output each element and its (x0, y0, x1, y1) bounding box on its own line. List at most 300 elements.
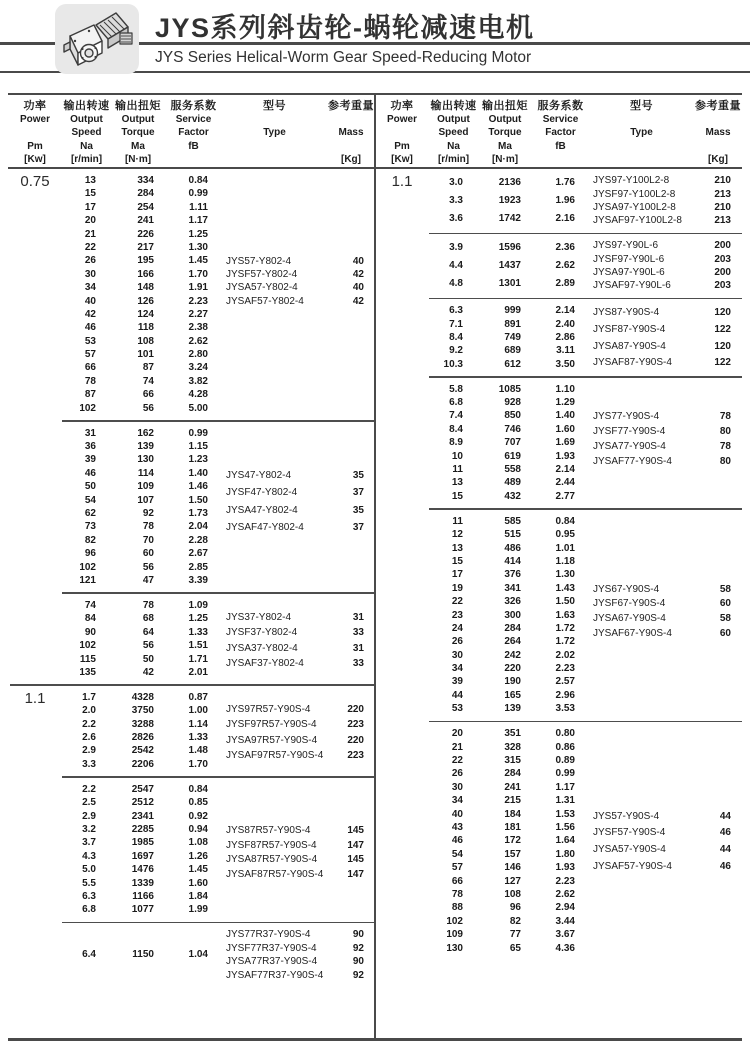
type-row (589, 279, 742, 292)
speed-cell: 26 (451, 636, 463, 648)
torque-cell: 4328 (131, 691, 154, 703)
column-header-line: Mass (705, 127, 731, 139)
speed-cell: 6.8 (449, 397, 463, 409)
type-row (589, 338, 742, 355)
torque-cell: 2206 (131, 758, 154, 770)
factor-cell: 1.33 (188, 732, 208, 744)
column-header-line: [Kg] (341, 153, 361, 165)
data-block (375, 299, 742, 376)
factor-cell: 3.67 (555, 929, 575, 941)
type-row (222, 838, 375, 853)
speed-cell: 15 (451, 555, 463, 567)
torque-cell: 326 (504, 596, 521, 608)
type-label: JYSAF77R37-Y90S-4 (226, 969, 324, 981)
mass-value: 120 (714, 307, 731, 319)
torque-cell: 486 (504, 542, 521, 554)
type-label: JYSAF97-Y90L-6 (593, 280, 671, 292)
mass-value: 33 (352, 627, 364, 639)
table-row (429, 515, 589, 528)
factor-cell: 1.00 (188, 705, 208, 717)
types-column (222, 928, 375, 982)
column-header-zh: 输出扭矩 (115, 100, 161, 112)
speed-cell: 31 (84, 427, 96, 439)
factor-cell: 1.15 (188, 441, 208, 453)
factor-cell: 1.04 (188, 949, 208, 961)
factor-cell: 1.96 (555, 195, 575, 207)
factor-cell: 3.53 (555, 703, 575, 715)
speed-cell: 73 (84, 521, 96, 533)
factor-cell: 1.69 (555, 437, 575, 449)
speed-cell: 84 (84, 613, 96, 625)
torque-cell: 42 (142, 666, 154, 678)
type-row (589, 409, 742, 424)
type-row (589, 266, 742, 279)
table-row (62, 228, 222, 241)
speed-cell: 90 (84, 626, 96, 638)
factor-cell: 1.63 (555, 609, 575, 621)
type-row (589, 201, 742, 214)
speed-cell: 17 (451, 569, 463, 581)
type-label: JYSF97R57-Y90S-4 (226, 719, 317, 731)
torque-cell: 96 (509, 902, 521, 914)
types-column (589, 409, 742, 468)
mass-value: 122 (714, 357, 731, 369)
table-row (62, 402, 222, 415)
factor-cell: 2.23 (555, 663, 575, 675)
table-row (429, 259, 589, 272)
type-row (222, 823, 375, 838)
speed-cell: 15 (451, 490, 463, 502)
table-row (429, 423, 589, 436)
types-column (222, 610, 375, 672)
type-label: JYSA97-Y100L2-8 (593, 201, 676, 213)
speed-cell: 6.3 (449, 305, 463, 317)
torque-cell: 241 (137, 215, 154, 227)
type-label: JYS97-Y100L2-8 (593, 175, 670, 187)
power-label: 0.75 (20, 173, 50, 190)
speed-cell: 19 (451, 582, 463, 594)
table-row (62, 375, 222, 388)
factor-cell: 1.73 (188, 508, 208, 520)
mass-value: 31 (352, 611, 364, 623)
factor-cell: 3.24 (188, 362, 208, 374)
torque-cell: 1476 (131, 864, 154, 876)
mass-value: 78 (719, 411, 731, 423)
column-header-line: Factor (178, 127, 209, 139)
data-block (8, 594, 375, 684)
factor-cell: 4.28 (188, 389, 208, 401)
table-row (429, 781, 589, 794)
speed-cell: 102 (446, 915, 463, 927)
column-header-line: Output (488, 114, 522, 126)
speed-cell: 13 (451, 542, 463, 554)
mass-value: 37 (352, 522, 364, 534)
table-row (62, 187, 222, 200)
factor-cell: 2.23 (555, 875, 575, 887)
torque-cell: 2512 (131, 797, 154, 809)
table-row (62, 850, 222, 863)
speed-cell: 46 (84, 322, 96, 334)
factor-cell: 1.17 (555, 781, 575, 793)
mass-value: 145 (347, 854, 364, 866)
torque-cell: 328 (504, 741, 521, 753)
mass-value: 78 (719, 440, 731, 452)
power-label: 1.1 (24, 689, 46, 707)
type-row (589, 252, 742, 265)
table-row (429, 702, 589, 715)
torque-cell: 139 (504, 703, 521, 715)
speed-cell: 39 (451, 676, 463, 688)
table-row (429, 409, 589, 422)
type-label: JYS77-Y90S-4 (593, 411, 660, 423)
rows-column (429, 383, 589, 504)
torque-cell: 70 (142, 534, 154, 546)
column-header-line: Torque (121, 127, 155, 139)
table-row (429, 727, 589, 740)
torque-cell: 376 (504, 569, 521, 581)
mass-value: 42 (352, 268, 364, 280)
column-header-zh: 型号 (630, 100, 653, 112)
mass-value: 40 (352, 255, 364, 267)
mass-value: 210 (714, 201, 731, 213)
factor-cell: 1.30 (188, 241, 208, 253)
table-row (62, 295, 222, 308)
column-header-line: Output (70, 114, 103, 126)
factor-cell: 1.30 (555, 569, 575, 581)
speed-cell: 2.2 (82, 783, 96, 795)
speed-cell: 8.9 (449, 437, 463, 449)
factor-cell: 0.85 (188, 797, 208, 809)
speed-cell: 102 (79, 640, 96, 652)
table-row (62, 308, 222, 321)
factor-cell: 1.17 (188, 215, 208, 227)
mass-value: 46 (719, 860, 731, 872)
speed-cell: 21 (451, 741, 463, 753)
factor-cell: 1.10 (555, 383, 575, 395)
data-block (375, 378, 742, 509)
rows-column (429, 515, 589, 716)
factor-cell: 1.48 (188, 745, 208, 757)
torque-cell: 1301 (498, 278, 521, 290)
speed-cell: 24 (451, 622, 463, 634)
factor-cell: 2.62 (555, 260, 575, 272)
table-row (429, 194, 589, 207)
factor-cell: 1.93 (555, 450, 575, 462)
speed-cell: 6.3 (82, 890, 96, 902)
mass-value: 220 (347, 703, 364, 715)
factor-cell: 1.93 (555, 862, 575, 874)
speed-cell: 3.0 (449, 177, 463, 189)
table-row (62, 783, 222, 796)
table-row (62, 744, 222, 757)
speed-cell: 115 (79, 653, 96, 665)
speed-cell: 11 (452, 464, 463, 476)
speed-cell: 1.7 (82, 691, 96, 703)
factor-cell: 0.95 (555, 529, 575, 541)
mass-value: 46 (719, 827, 731, 839)
factor-cell: 2.23 (188, 295, 208, 307)
types-column (589, 174, 742, 228)
column-header-line: Service (542, 114, 579, 126)
type-label: JYSA87-Y90S-4 (593, 340, 666, 352)
factor-cell: 1.40 (555, 410, 575, 422)
table-row (62, 612, 222, 625)
mass-value: 60 (719, 627, 731, 639)
table-row (429, 848, 589, 861)
factor-cell: 2.94 (555, 902, 575, 914)
speed-cell: 130 (446, 942, 463, 954)
torque-cell: 619 (504, 450, 521, 462)
type-label: JYSF77R37-Y90S-4 (226, 942, 317, 954)
table-left-half (8, 95, 375, 1038)
column-header (532, 100, 589, 167)
factor-cell: 1.60 (555, 423, 575, 435)
torque-cell: 107 (137, 494, 154, 506)
table-row (62, 836, 222, 849)
speed-cell: 3.3 (82, 758, 96, 770)
torque-cell: 891 (504, 318, 521, 330)
speed-cell: 15 (84, 188, 96, 200)
factor-cell: 2.80 (188, 349, 208, 361)
center-divider (374, 95, 376, 1038)
torque-cell: 146 (504, 862, 521, 874)
type-label: JYSF97-Y90L-6 (593, 253, 665, 265)
factor-cell: 2.67 (188, 548, 208, 560)
mass-value: 40 (352, 282, 364, 294)
type-label: JYSAF57-Y90S-4 (593, 860, 672, 872)
table-row (429, 436, 589, 449)
table-row (429, 834, 589, 847)
torque-cell: 109 (137, 481, 154, 493)
speed-cell: 109 (446, 929, 463, 941)
mass-value: 200 (714, 267, 731, 279)
column-header-zh: 参考重量 (328, 100, 374, 112)
factor-cell: 1.45 (188, 255, 208, 267)
type-row (222, 656, 375, 671)
torque-cell: 3750 (131, 705, 154, 717)
table-row (429, 277, 589, 290)
table-row (429, 595, 589, 608)
table-row (62, 494, 222, 507)
table-row (429, 808, 589, 821)
torque-cell: 172 (504, 835, 521, 847)
table-row (62, 281, 222, 294)
type-row (589, 454, 742, 469)
mass-value: 120 (714, 340, 731, 352)
rows-column (62, 783, 222, 917)
type-row (589, 439, 742, 454)
type-row (589, 858, 742, 875)
speed-cell: 40 (84, 295, 96, 307)
table-row (62, 877, 222, 890)
speed-cell: 4.4 (449, 260, 463, 272)
torque-cell: 50 (142, 653, 154, 665)
speed-cell: 3.3 (449, 195, 463, 207)
speed-cell: 34 (84, 282, 96, 294)
speed-cell: 5.8 (449, 383, 463, 395)
column-header-line: Type (263, 127, 286, 139)
table-row (429, 662, 589, 675)
column-header-line: Output (121, 114, 155, 126)
speed-cell: 44 (451, 689, 463, 701)
factor-cell: 1.14 (188, 718, 208, 730)
data-block (375, 169, 742, 233)
torque-cell: 284 (504, 768, 521, 780)
speed-cell: 20 (451, 728, 463, 740)
speed-cell: 9.2 (449, 345, 463, 357)
speed-cell: 34 (451, 663, 463, 675)
torque-cell: 108 (504, 888, 521, 900)
type-row (222, 502, 375, 519)
column-header-zh: 功率 (23, 100, 47, 112)
type-row (222, 968, 375, 981)
type-row (589, 321, 742, 338)
types-column (589, 304, 742, 371)
torque-cell: 118 (137, 322, 154, 334)
mass-value: 33 (352, 658, 364, 670)
torque-cell: 47 (142, 574, 154, 586)
torque-cell: 92 (142, 508, 154, 520)
table-row (429, 609, 589, 622)
mass-value: 220 (347, 734, 364, 746)
table-row (62, 731, 222, 744)
table-row (62, 335, 222, 348)
type-label: JYSF57-Y802-4 (226, 268, 298, 280)
mass-value: 223 (347, 750, 364, 762)
factor-cell: 2.04 (188, 521, 208, 533)
speed-cell: 46 (451, 835, 463, 847)
column-header-line: Power (386, 114, 417, 126)
mass-value: 31 (352, 642, 364, 654)
column-header-line: [Kg] (708, 153, 728, 165)
type-row (222, 625, 375, 640)
torque-cell: 108 (137, 335, 154, 347)
factor-cell: 0.92 (188, 810, 208, 822)
table-row (62, 201, 222, 214)
torque-cell: 82 (509, 915, 521, 927)
torque-cell: 315 (504, 755, 521, 767)
type-label: JYSF67-Y90S-4 (593, 598, 666, 610)
mass-value: 44 (719, 844, 731, 856)
table-row (62, 666, 222, 679)
torque-cell: 928 (504, 397, 521, 409)
torque-cell: 558 (504, 464, 521, 476)
table-row (429, 450, 589, 463)
torque-cell: 414 (504, 555, 521, 567)
speed-cell: 22 (451, 755, 463, 767)
table-row (62, 174, 222, 187)
type-label: JYSA57-Y802-4 (226, 282, 298, 294)
table-row (62, 718, 222, 731)
type-row (222, 295, 375, 308)
speed-cell: 2.6 (82, 732, 96, 744)
mass-value: 200 (714, 240, 731, 252)
torque-cell: 1077 (131, 904, 154, 916)
table-row (62, 467, 222, 480)
type-row (589, 597, 742, 612)
type-label: JYS87-Y90S-4 (593, 307, 660, 319)
torque-cell: 87 (142, 362, 154, 374)
torque-cell: 77 (509, 929, 521, 941)
rows-column (429, 174, 589, 228)
factor-cell: 1.26 (188, 850, 208, 862)
torque-cell: 689 (504, 345, 521, 357)
torque-cell: 2826 (131, 732, 154, 744)
torque-cell: 749 (504, 331, 521, 343)
mass-value: 60 (719, 598, 731, 610)
torque-cell: 66 (142, 389, 154, 401)
factor-cell: 1.70 (188, 268, 208, 280)
factor-cell: 1.25 (188, 228, 208, 240)
factor-cell: 1.46 (188, 481, 208, 493)
column-header (589, 100, 694, 167)
torque-cell: 184 (504, 808, 521, 820)
speed-cell: 7.1 (449, 318, 463, 330)
torque-cell: 148 (137, 282, 154, 294)
factor-cell: 1.71 (188, 653, 208, 665)
table-row (429, 754, 589, 767)
data-block (8, 422, 375, 593)
column-header (165, 100, 222, 167)
data-block (375, 722, 742, 960)
torque-cell: 264 (504, 636, 521, 648)
types-column (222, 702, 375, 764)
torque-cell: 65 (509, 942, 521, 954)
speed-cell: 57 (451, 862, 463, 874)
rows-column (62, 691, 222, 771)
table-row (429, 212, 589, 225)
table-row (62, 823, 222, 836)
factor-cell: 1.64 (555, 835, 575, 847)
speed-cell: 4.3 (82, 850, 96, 862)
mass-value: 213 (714, 215, 731, 227)
speed-cell: 66 (84, 362, 96, 374)
speed-cell: 102 (79, 561, 96, 573)
type-row (222, 467, 375, 484)
column-header (62, 100, 111, 167)
column-header-zh: 服务系数 (170, 100, 217, 112)
mass-value: 203 (714, 253, 731, 265)
column-header-line: [N·m] (491, 153, 519, 165)
rows-column (429, 239, 589, 293)
table-row (429, 767, 589, 780)
type-row (589, 214, 742, 227)
torque-cell: 1742 (498, 212, 521, 224)
mass-value: 58 (719, 583, 731, 595)
factor-cell: 2.40 (555, 318, 575, 330)
torque-cell: 1923 (498, 195, 521, 207)
factor-cell: 2.14 (555, 305, 575, 317)
speed-cell: 17 (84, 201, 96, 213)
table-row (62, 758, 222, 771)
type-row (222, 281, 375, 294)
factor-cell: 1.56 (555, 822, 575, 834)
speed-cell: 7.4 (449, 410, 463, 422)
factor-cell: 1.51 (188, 640, 208, 652)
table-row (429, 241, 589, 254)
table-row (62, 453, 222, 466)
speed-cell: 82 (84, 534, 96, 546)
type-row (222, 268, 375, 281)
torque-cell: 101 (137, 349, 154, 361)
speed-cell: 6.8 (82, 904, 96, 916)
speed-cell: 13 (84, 175, 96, 186)
speed-cell: 53 (451, 703, 463, 715)
mass-value: 92 (352, 942, 364, 954)
factor-cell: 1.70 (188, 758, 208, 770)
factor-cell: 3.11 (556, 345, 575, 357)
factor-cell: 2.01 (188, 666, 208, 678)
